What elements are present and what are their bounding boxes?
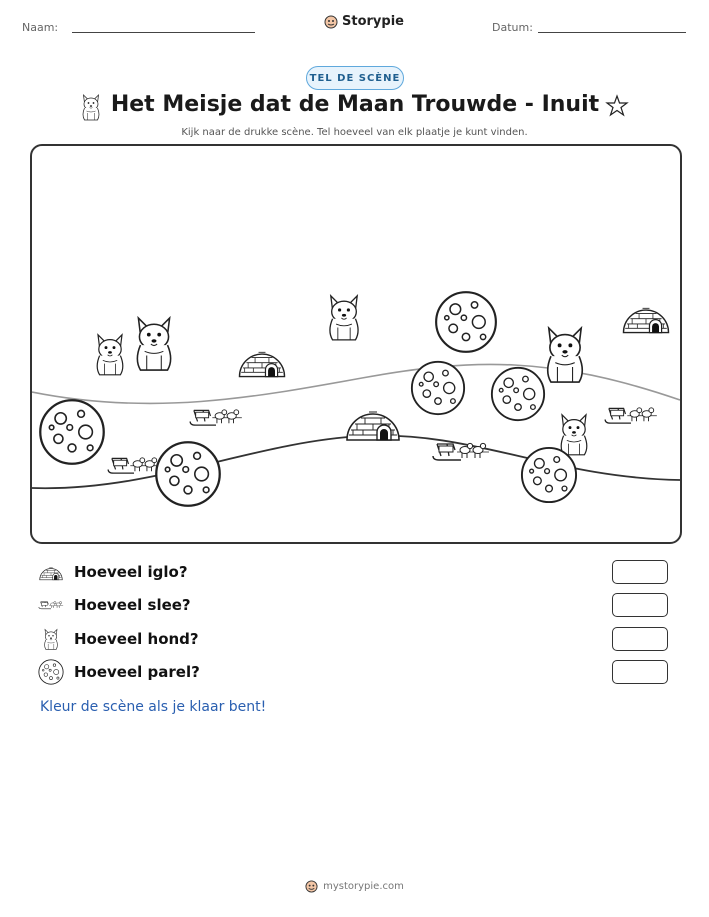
dog — [548, 328, 583, 382]
storypie-icon — [324, 15, 338, 29]
name-label: Naam: — [22, 21, 59, 34]
pearl — [40, 400, 103, 463]
brand-name: Storypie — [342, 14, 404, 29]
igloo — [623, 308, 668, 332]
pearl-icon — [38, 659, 64, 685]
dog — [330, 296, 358, 340]
sled — [190, 410, 242, 425]
brand-logo — [324, 14, 404, 29]
page-subtitle: Kijk naar de drukke scène. Tel hoeveel van elk plaatje je kunt vinden. — [181, 127, 528, 138]
answer-box-pearl[interactable] — [612, 660, 668, 684]
answer-box-igloo[interactable] — [612, 560, 668, 584]
scene-illustration — [32, 146, 680, 542]
sled — [433, 443, 489, 460]
star-icon — [605, 94, 629, 118]
counting-scene — [30, 144, 682, 544]
date-label: Datum: — [492, 21, 533, 34]
igloo — [347, 412, 399, 440]
dog-icon — [38, 626, 64, 652]
date-line[interactable] — [538, 32, 686, 33]
question-row — [38, 657, 678, 687]
question-label: Hoeveel hond? — [74, 630, 199, 648]
question-label: Hoeveel parel? — [74, 663, 200, 681]
pearl — [436, 292, 496, 352]
igloo — [239, 352, 284, 376]
name-line[interactable] — [72, 32, 255, 33]
igloo-icon — [38, 559, 64, 585]
storypie-icon — [305, 880, 318, 893]
question-row — [38, 557, 678, 587]
question-row — [38, 624, 678, 654]
question-label: Hoeveel slee? — [74, 596, 191, 614]
page-title: Het Meisje dat de Maan Trouwde - Inuit — [110, 92, 600, 117]
pearl — [156, 442, 219, 505]
dog — [137, 318, 170, 370]
pearl — [492, 368, 544, 420]
question-label: Hoeveel iglo? — [74, 563, 188, 581]
dog — [97, 335, 123, 375]
sled — [108, 458, 160, 473]
color-instruction: Kleur de scène als je klaar bent! — [40, 699, 267, 715]
footer-site: mystorypie.com — [323, 881, 404, 892]
dog-icon — [78, 93, 104, 121]
sled-icon — [38, 592, 64, 618]
pearl — [412, 362, 464, 414]
footer — [0, 880, 709, 893]
scene-badge: TEL DE SCÈNE — [306, 66, 404, 90]
question-row — [38, 590, 678, 620]
dog — [561, 415, 587, 455]
answer-box-sled[interactable] — [612, 593, 668, 617]
answer-box-dog[interactable] — [612, 627, 668, 651]
pearl — [522, 448, 576, 502]
sled — [605, 408, 657, 423]
